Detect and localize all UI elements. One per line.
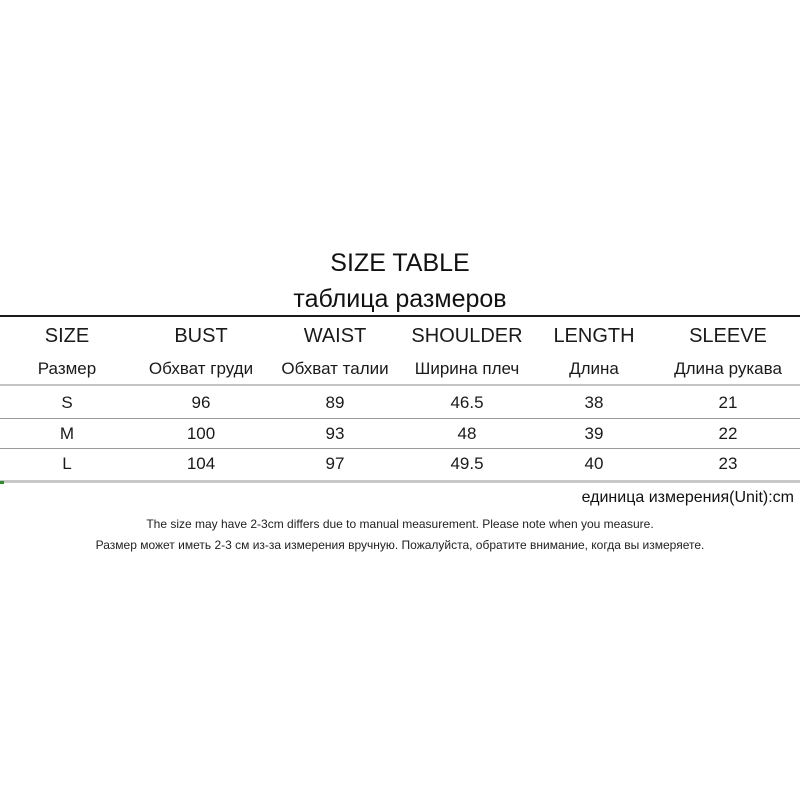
cell-bust: 100: [186, 424, 216, 443]
header-waist: WAIST: [303, 325, 367, 347]
row-divider: [0, 448, 800, 449]
header-shoulder-ru: Ширина плеч: [414, 359, 520, 378]
cell-size: M: [59, 424, 75, 443]
cell-shoulder: 48: [457, 424, 477, 443]
table-row: [0, 390, 800, 416]
table-row: [0, 451, 800, 477]
header-sleeve-ru: Длина рукава: [674, 359, 782, 378]
cell-waist: 97: [325, 454, 345, 473]
cell-shoulder: 49.5: [450, 454, 484, 473]
corner-mark: [0, 481, 4, 484]
cell-sleeve: 22: [718, 424, 738, 443]
header-length-ru: Длина: [569, 359, 619, 378]
header-size-ru: Размер: [37, 359, 97, 378]
table-bottom-rule: [0, 480, 800, 483]
cell-bust: 104: [186, 454, 216, 473]
cell-waist: 89: [325, 393, 345, 412]
header-bust: BUST: [174, 325, 228, 347]
header-shoulder: SHOULDER: [411, 325, 523, 347]
cell-length: 38: [584, 393, 604, 412]
header-sleeve: SLEEVE: [689, 325, 767, 347]
unit-note: единица измерения(Unit):cm: [581, 489, 794, 506]
header-length: LENGTH: [553, 325, 635, 347]
header-size: SIZE: [44, 325, 90, 347]
table-top-rule: [0, 315, 800, 317]
cell-size: S: [61, 393, 73, 412]
header-row-ru: [0, 356, 800, 382]
header-bust-ru: Обхват груди: [148, 359, 254, 378]
chart-title-ru: таблица размеров: [293, 285, 507, 313]
chart-title-en: SIZE TABLE: [330, 249, 470, 277]
row-divider: [0, 418, 800, 419]
cell-length: 40: [584, 454, 604, 473]
cell-waist: 93: [325, 424, 345, 443]
cell-size: L: [62, 454, 72, 473]
cell-shoulder: 46.5: [450, 393, 484, 412]
header-divider: [0, 384, 800, 386]
measurement-note-ru: Размер может иметь 2-3 см из-за измерения вручную. Пожалуйста, обратите внимание, когда вы измеряете.: [95, 538, 705, 552]
header-row-en: [0, 322, 800, 350]
cell-sleeve: 23: [718, 454, 738, 473]
cell-sleeve: 21: [718, 393, 738, 412]
header-waist-ru: Обхват талии: [281, 359, 389, 378]
measurement-note-en: The size may have 2-3cm differs due to manual measurement. Please note when you measure.: [146, 517, 654, 531]
table-row: [0, 421, 800, 447]
cell-length: 39: [584, 424, 604, 443]
cell-bust: 96: [191, 393, 211, 412]
